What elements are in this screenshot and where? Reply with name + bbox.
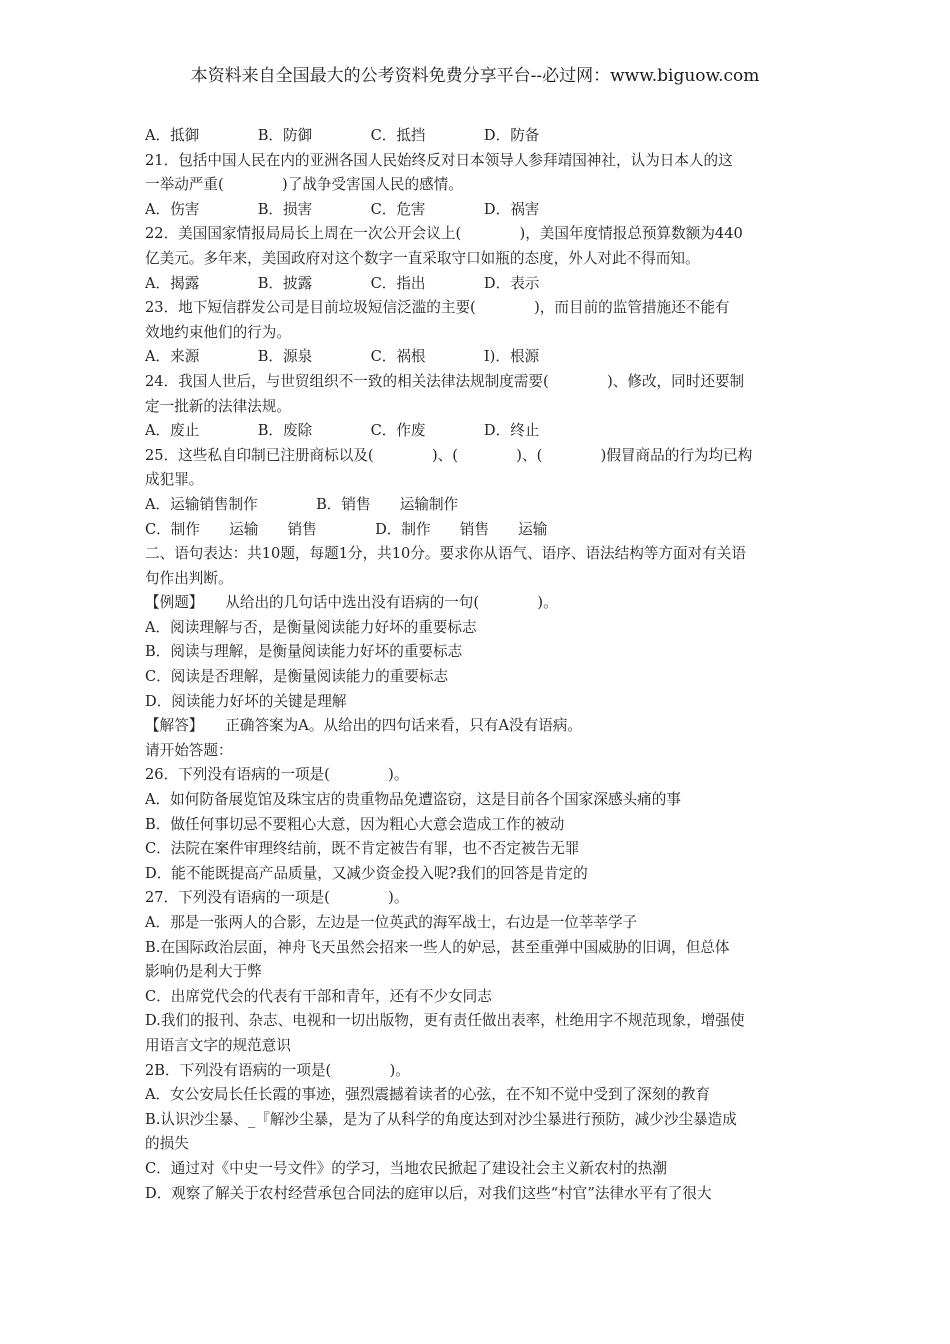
text-line: A．女公安局长任长霞的事迹，强烈震撼着读者的心弦，在不知不觉中受到了深刻的教育 xyxy=(145,1086,711,1104)
text-line: A．如何防备展览馆及珠宝店的贵重物品免遭盗窃，这是目前各个国家深感头痛的事 xyxy=(145,791,681,809)
text-line: 的损失 xyxy=(145,1135,189,1153)
text-line: 【解答】 正确答案为A。从给出的四句话来看，只有A没有语病。 xyxy=(145,717,582,735)
document-body xyxy=(145,124,815,1206)
text-line: B．阅读与理解，是衡量阅读能力好坏的重要标志 xyxy=(145,643,463,661)
page-header: 本资料来自全国最大的公考资料免费分享平台--必过网：www.biguow.com xyxy=(190,66,760,86)
text-line: 23．地下短信群发公司是目前垃圾短信泛滥的主要( )，而目前的监管措施还不能有 xyxy=(145,299,730,317)
text-line: D．能不能既提高产品质量，又减少资金投入呢?我们的回答是肯定的 xyxy=(145,864,588,882)
text-line: D.我们的报刊、杂志、电视和一切出版物，更有责任做出表率，杜绝用字不规范现象，增强使 xyxy=(145,1012,745,1030)
text-line: 用语言文字的规范意识 xyxy=(145,1036,291,1054)
text-line: 效地约束他们的行为。 xyxy=(145,323,291,341)
text-line: B.认识沙尘暴、_『解沙尘暴，是为了从科学的角度达到对沙尘暴进行预防，减少沙尘暴造成 xyxy=(145,1110,737,1128)
text-line: C．出席党代会的代表有干部和青年，还有不少女同志 xyxy=(145,987,492,1005)
text-line: B．做任何事切忌不要粗心大意，因为粗心大意会造成工作的被动 xyxy=(145,815,565,833)
text-line: 2B．下列没有语病的一项是( )。 xyxy=(145,1061,410,1079)
text-line: 26．下列没有语病的一项是( )。 xyxy=(145,766,409,784)
text-line: 25．这些私自印制已注册商标以及( )、( )、( )假冒商品的行为均已构 xyxy=(145,446,753,464)
text-line: C．法院在案件审理终结前，既不肯定被告有罪，也不否定被告无罪 xyxy=(145,840,580,858)
text-line: A．抵御 B．防御 C．抵挡 D．防备 xyxy=(145,127,540,144)
text-line: 亿美元。多年来，美国政府对这个数字一直采取守口如瓶的态度，外人对此不得而知。 xyxy=(145,249,700,267)
text-line: 影响仍是利大于弊 xyxy=(145,963,262,981)
text-line: 请开始答题： xyxy=(145,741,233,759)
text-line: 成犯罪。 xyxy=(145,471,204,489)
text-line: D．阅读能力好坏的关键是理解 xyxy=(145,692,347,710)
text-line: 27．下列没有语病的一项是( )。 xyxy=(145,889,409,907)
text-line: D．观察了解关于农村经营承包合同法的庭审以后，对我们这些“村官”法律水平有了很大 xyxy=(145,1184,712,1202)
text-line: C．制作 运输 销售 D．制作 销售 运输 xyxy=(145,520,548,538)
text-line: A．来源 B．源泉 C．祸根 I)．根源 xyxy=(145,348,540,366)
text-line: A．揭露 B．披露 C．指出 D．表示 xyxy=(145,274,540,292)
text-line: A．那是一张两人的合影，左边是一位英武的海军战士，右边是一位莘莘学子 xyxy=(145,914,638,931)
text-line: 22．美国国家情报局局长上周在一次公开会议上( )，美国年度情报总预算数额为440 xyxy=(145,225,743,243)
text-line: A．伤害 B．损害 C．危害 D．祸害 xyxy=(145,200,540,218)
text-line: 21．包括中国人民在内的亚洲各国人民始终反对日本领导人参拜靖国神社，认为日本人的这 xyxy=(145,151,733,169)
text-line: 二、语句表达：共10题，每题1分，共10分。要求你从语气、语序、语法结构等方面对有关语 xyxy=(145,545,746,563)
text-line: 一举动严重( )了战争受害国人民的感情。 xyxy=(145,176,463,194)
text-line: C．通过对《中史一号文件》的学习，当地农民掀起了建设社会主义新农村的热潮 xyxy=(145,1159,667,1177)
text-line: 定一批新的法律法规。 xyxy=(145,397,291,415)
text-line: C．阅读是否理解，是衡量阅读能力的重要标志 xyxy=(145,668,449,686)
text-line: 句作出判断。 xyxy=(145,569,233,587)
text-line: B.在国际政治层面，神舟飞天虽然会招来一些人的妒忌，甚至重弹中国威胁的旧调，但总体 xyxy=(145,938,730,956)
text-line: 【例题】 从给出的几句话中选出没有语病的一句( )。 xyxy=(145,594,558,612)
text-line: 24．我国人世后，与世贸组织不一致的相关法律法规制度需要( )、修改，同时还要制 xyxy=(145,372,745,390)
text-line: A．废止 B．废除 C．作废 D．终止 xyxy=(145,422,540,440)
text-line: A．运输销售制作 B．销售 运输制作 xyxy=(145,495,459,513)
text-line: A．阅读理解与否，是衡量阅读能力好坏的重要标志 xyxy=(145,618,477,636)
